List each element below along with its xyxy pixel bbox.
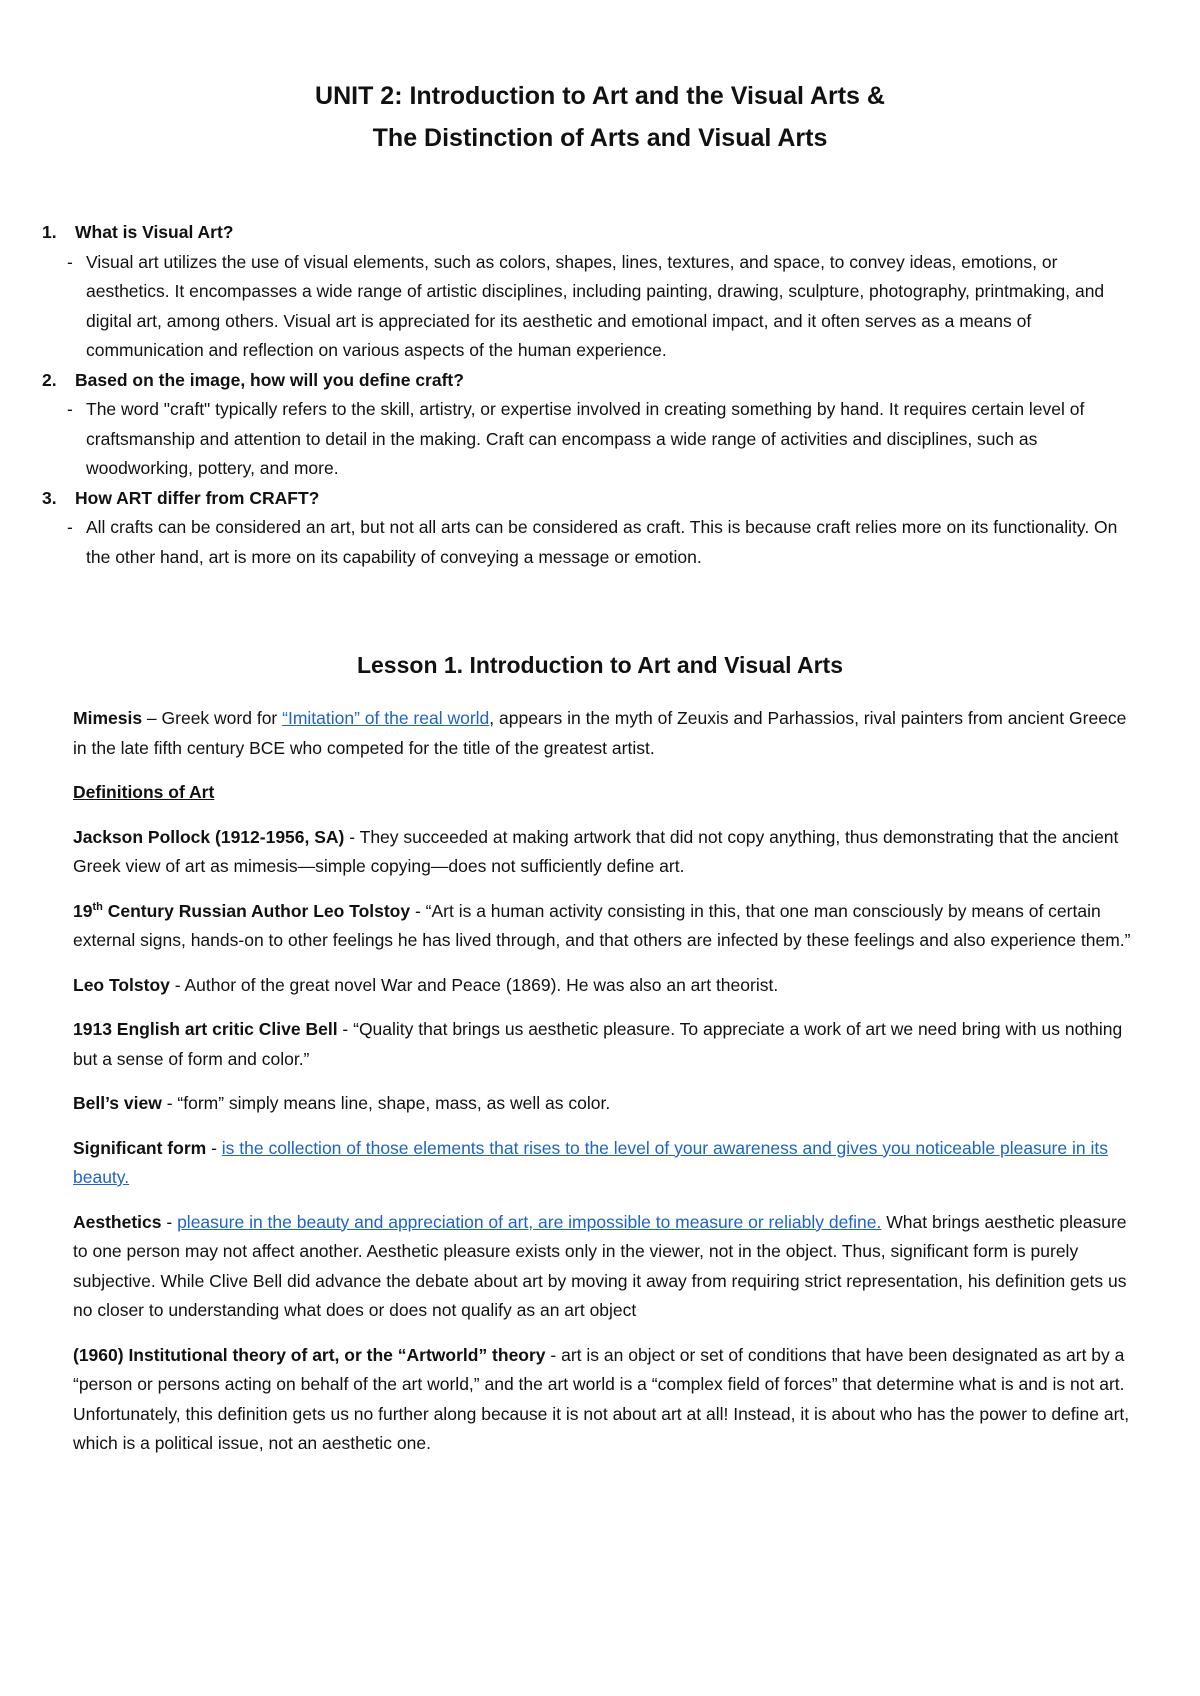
term-bells-view: Bell’s view bbox=[73, 1093, 162, 1113]
aesthetics-link[interactable]: pleasure in the beauty and appreciation of art, are impossible to measure or reliably define. bbox=[177, 1211, 882, 1232]
aesthetics-paragraph bbox=[73, 1208, 1140, 1326]
question-number: 3. bbox=[42, 487, 57, 508]
question-text: Based on the image, how will you define craft? bbox=[75, 369, 464, 390]
bell-text: - “Quality that brings us aesthetic pleasure. To appreciate a work of art we need bring with us nothing but a sense of form and color.” bbox=[73, 1019, 1123, 1069]
tolstoy-paragraph bbox=[73, 971, 1140, 1001]
question-number: 2. bbox=[42, 369, 57, 390]
question-3 bbox=[40, 484, 1130, 514]
term-pollock: Jackson Pollock (1912-1956, SA) bbox=[73, 826, 345, 847]
significant-form-pre: - bbox=[206, 1137, 222, 1158]
term-significant-form: Significant form bbox=[73, 1137, 207, 1158]
question-text: How ART differ from CRAFT? bbox=[75, 487, 320, 508]
answer-1 bbox=[40, 248, 1130, 366]
question-text: What is Visual Art? bbox=[75, 222, 234, 242]
definitions-heading-paragraph bbox=[73, 778, 1140, 808]
question-1 bbox=[40, 218, 1130, 248]
aesthetics-pre: - bbox=[161, 1211, 178, 1232]
term-tolstoy-quote bbox=[73, 901, 410, 921]
answer-bullet: - bbox=[67, 251, 73, 272]
term-mimesis: Mimesis bbox=[73, 708, 143, 728]
aesthetics-post: What brings aesthetic pleasure to one person may not affect another. Aesthetic pleasure exists only in the viewer, not in the object. Thus, significant form is purely subjective. While Clive Bell did advance the debate about art by moving it away from requiring strict representation, his definition gets us no closer to understanding what does or does not qualify as an art object bbox=[73, 1211, 1127, 1320]
pollock-paragraph bbox=[73, 823, 1140, 882]
answer-bullet: - bbox=[67, 399, 73, 419]
significant-form-paragraph bbox=[73, 1134, 1140, 1193]
bells-view-paragraph bbox=[73, 1089, 1140, 1119]
institutional-text: - art is an object or set of conditions that have been designated as art by a “person or persons acting on behalf of the art world,” and the art world is a “complex field of forces” that determine what is and is not art. Unfortunately, this definition gets us no further along because it is not about art at all! Instead, it is about who has the power to define art, which is a political issue, not an aesthetic one. bbox=[73, 1344, 1130, 1453]
significant-form-link[interactable]: is the collection of those elements that rises to the level of your awareness and gives you noticeable pleasure in its beauty. bbox=[73, 1137, 1108, 1187]
term-aesthetics: Aesthetics bbox=[73, 1211, 162, 1232]
title-line-2: The Distinction of Arts and Visual Arts bbox=[372, 124, 828, 152]
definitions-heading: Definitions of Art bbox=[73, 782, 215, 802]
answer-text: Visual art utilizes the use of visual elements, such as colors, shapes, lines, textures, and space, to convey ideas, emotions, or aesthetics. It encompasses a wide range of artistic disciplines, including painting, drawing, sculpture, photography, printmaking, and digital art, among others. Visual art is appreciated for its aesthetic and emotional impact, and it often serves as a means of communication and reflection on various aspects of the human experience. bbox=[86, 251, 1105, 360]
century-number: 19 bbox=[73, 900, 93, 921]
lesson-body bbox=[73, 704, 1140, 1474]
answer-bullet: - bbox=[67, 517, 73, 537]
term-tolstoy: Leo Tolstoy bbox=[73, 974, 170, 995]
century-suffix: th bbox=[92, 900, 103, 913]
answer-2 bbox=[40, 395, 1130, 484]
lesson-heading: Lesson 1. Introduction to Art and Visual Arts bbox=[356, 652, 844, 678]
answer-text: The word "craft" typically refers to the skill, artistry, or expertise involved in creating something by hand. It requires certain level of craftsmanship and attention to detail in the making. Craft can encompass a wide range of activities and disciplines, such as woodworking, pottery, and more. bbox=[86, 399, 1085, 478]
mimesis-post: , appears in the myth of Zeuxis and Parhassios, rival painters from ancient Greece in the late fifth century BCE who competed for the title of the greatest artist. bbox=[73, 708, 1127, 758]
tolstoy-quote-paragraph bbox=[73, 897, 1140, 956]
term-bell: 1913 English art critic Clive Bell bbox=[73, 1019, 338, 1039]
answer-3 bbox=[40, 513, 1130, 572]
question-number: 1. bbox=[42, 222, 57, 242]
mimesis-pre: – Greek word for bbox=[142, 708, 283, 728]
bells-view-text: - “form” simply means line, shape, mass, as well as color. bbox=[161, 1093, 611, 1113]
question-list bbox=[40, 218, 1130, 572]
mimesis-link[interactable]: “Imitation” of the real world bbox=[282, 708, 490, 728]
tolstoy-quote-text: - “Art is a human activity consisting in this, that one man consciously by means of certain external signs, hands-on to other feelings he has lived through, and that others are infected by these feelings and also experience them.” bbox=[73, 900, 1131, 950]
question-2 bbox=[40, 366, 1130, 396]
title-line-1: UNIT 2: Introduction to Art and the Visual Arts & bbox=[315, 82, 885, 110]
tolstoy-quote-term-rest: Century Russian Author Leo Tolstoy bbox=[102, 900, 411, 921]
institutional-paragraph bbox=[73, 1341, 1140, 1459]
mimesis-paragraph bbox=[73, 704, 1140, 763]
pollock-text: - They succeeded at making artwork that did not copy anything, thus demonstrating that the ancient Greek view of art as mimesis—simple copying—does not sufficiently define art. bbox=[73, 826, 1119, 876]
bell-paragraph bbox=[73, 1015, 1140, 1074]
term-institutional: (1960) Institutional theory of art, or the “Artworld” theory bbox=[73, 1344, 546, 1365]
tolstoy-text: - Author of the great novel War and Peace (1869). He was also an art theorist. bbox=[169, 974, 779, 995]
answer-text: All crafts can be considered an art, but not all arts can be considered as craft. This is because craft relies more on its functionality. On the other hand, art is more on its capability of conveying a message or emotion. bbox=[86, 517, 1118, 567]
